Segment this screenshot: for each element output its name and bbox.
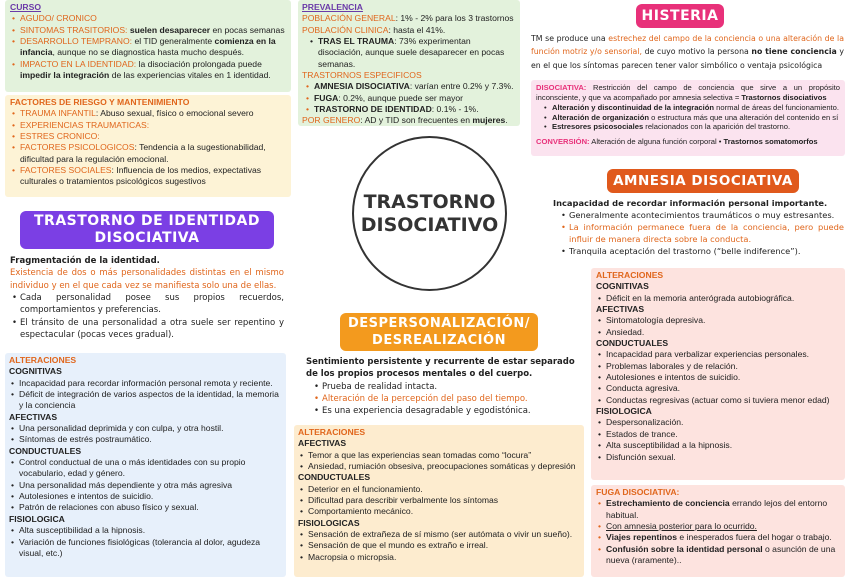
list-item: • Deterior en el funcionamiento. — [298, 484, 580, 495]
list-item: • TRASTORNO DE IDENTIDAD: 0.1% - 1%. — [304, 104, 516, 115]
list-item: • El tránsito de una personalidad a otra suele ser repentino y espectacular (pocas veces gradual). — [10, 317, 284, 342]
prevalencia-box — [298, 0, 520, 126]
factores-box — [5, 95, 291, 197]
list-item: • Macropsia o micropsia. — [298, 552, 580, 563]
list-item: • Variación de funciones fisiológicas (tolerancia al dolor, agudeza visual, etc.) — [9, 537, 282, 560]
section-list — [596, 349, 840, 406]
prev-clinica: POBLACIÓN CLINICA: hasta el 41%. — [302, 24, 446, 35]
list-item: • Ansiedad, rumiación obsesiva, preocupaciones somáticas y depresión — [298, 461, 580, 472]
tid-alteraciones-box — [5, 353, 286, 577]
list-item: • AGUDO/ CRONICO — [10, 13, 286, 24]
section-list — [9, 423, 282, 446]
fuga-list — [596, 498, 840, 566]
list-item: • Alteración de la percepción del paso del tiempo. — [312, 393, 576, 405]
list-item: • Disfunción sexual. — [596, 452, 840, 463]
list-item: • Alteración de organización o estructura más que una alteración del contenido en sí — [542, 113, 840, 123]
tid-list — [10, 292, 284, 341]
list-item: • SINTOMAS TRASITORIOS: suelen desaparecer en pocas semanas — [10, 25, 286, 36]
list-item: • La información permanece fuera de la conciencia, pero puede influir de manera directa sobre la conducta. — [559, 221, 844, 245]
desp-title-line2: DESREALIZACIÓN — [372, 333, 506, 348]
amnesia-list — [553, 209, 844, 257]
section-heading: CONDUCTUALES — [596, 338, 669, 349]
list-item: • TRAUMA INFANTIL: Abuso sexual, físico o emocional severo — [10, 108, 286, 119]
tid-title-line2: DISOCIATIVA — [94, 230, 200, 246]
list-item: • Sensación de que el mundo es extraño e irreal. — [298, 540, 580, 551]
tid-orange: Existencia de dos o más personalidades distintas en el mismo individuo y en el que cada vez se manifiesta solo una de ellas. — [10, 268, 284, 291]
list-item: • Conducta agresiva. — [596, 383, 840, 394]
center-title-line2: DISOCIATIVO — [360, 213, 499, 236]
list-item: • Dificultad para describir verbalmente los síntomas — [298, 495, 580, 506]
section-heading: COGNITIVAS — [596, 281, 649, 292]
list-item: • Temor a que las experiencias sean tomadas como “locura” — [298, 450, 580, 461]
list-item: • TRAS EL TRAUMA: 73% experimentan disociación, aunque suele desaparecer en pocas semanas. — [308, 36, 516, 70]
list-item: • Estresores psicosociales relacionados con la aparición del trastorno. — [542, 122, 840, 132]
section-list — [9, 457, 282, 514]
curso-list — [10, 13, 286, 81]
section-list — [596, 293, 840, 304]
section-heading: AFECTIVAS — [596, 304, 645, 315]
list-item: • Confusión sobre la identidad personal o asunción de una nueva (raramente).. — [596, 544, 840, 567]
section-heading: CONDUCTUALES — [9, 445, 82, 456]
tid-alt-title: ALTERACIONES — [9, 355, 77, 365]
list-item: • Alteración y discontinuidad de la integración normal de áreas del funcionamiento. — [542, 103, 840, 113]
conversion-def: CONVERSIÓN: Alteración de alguna función corporal • Trastornos somatomorfos — [536, 137, 818, 147]
list-item: • Autolesiones e intentos de suicidio. — [596, 372, 840, 383]
list-item: • Déficit en la memoria anterógrada autobiográfica. — [596, 293, 840, 304]
list-item: • Con amnesia posterior para lo ocurrido. — [596, 521, 840, 532]
desp-title — [340, 313, 538, 351]
amnesia-lead: Incapacidad de recordar información personal importante. — [553, 198, 828, 208]
desp-lead: Sentimiento persistente y recurrente de estar separado de los propios procesos mentales o del cuerpo. — [306, 357, 575, 380]
section-heading: FISIOLOGICA — [9, 513, 65, 524]
fuga-box — [591, 485, 845, 577]
list-item: • Viajes repentinos e inesperados fuera del hogar o trabajo. — [596, 532, 840, 543]
prev-general: POBLACIÓN GENERAL: 1% - 2% para los 3 trastornos — [302, 13, 514, 24]
section-list — [9, 378, 282, 412]
list-item: • Incapacidad para recordar información personal remota y reciente. — [9, 378, 282, 389]
list-item: • Tranquila aceptación del trastorno (“belle indiference”). — [559, 245, 844, 257]
list-item: • Alta susceptibilidad a la hipnosis. — [596, 440, 840, 451]
histeria-text: TM se produce una estrechez del campo de la conciencia o una alteración de la función motriz y/o sensorial, de cuyo motivo la persona no tiene conciencia y en el que los síntomas parecen tener valor simbólico o ventaja psicológica — [531, 34, 845, 70]
section-heading: FISIOLOGICA — [596, 406, 652, 417]
desp-title-line1: DESPERSONALIZACIÓN/ — [348, 316, 530, 331]
disoc-list — [536, 103, 840, 133]
list-item: • IMPACTO EN LA IDENTIDAD: la disociación prolongada puede impedir la integración de las experiencias vitales en 1 identidad. — [10, 59, 286, 82]
section-list — [596, 417, 840, 462]
list-item: • DESARROLLO TEMPRANO: el TID generalmente comienza en la infancia, aunque no se diagnostica hasta mucho después. — [10, 36, 286, 59]
section-heading: AFECTIVAS — [298, 438, 347, 449]
list-item: • Estados de trance. — [596, 429, 840, 440]
tid-lead: Fragmentación de la identidad. — [10, 256, 160, 266]
desp-list — [306, 381, 576, 418]
section-heading: AFECTIVAS — [9, 411, 58, 422]
section-list — [298, 484, 580, 518]
section-heading: COGNITIVAS — [9, 366, 62, 377]
section-heading: FISIOLOGICAS — [298, 517, 360, 528]
disoc-def: DISOCIATIVA: Restricción del campo de conciencia que sirve a un propósito inconsciente, y que va acompañado por amnesia selectiva = Trastornos disociativos — [536, 83, 840, 102]
disociativa-box — [531, 80, 845, 156]
amnesia-text — [553, 197, 844, 257]
list-item: • FUGA: 0.2%, aunque puede ser mayor — [304, 93, 516, 104]
list-item: • Problemas laborales y de relación. — [596, 361, 840, 372]
prevalencia-title: PREVALENCIA — [302, 2, 363, 12]
list-item: • Generalmente acontecimientos traumáticos o muy estresantes. — [559, 209, 844, 221]
list-item: • ESTRES CRONICO: — [10, 131, 286, 142]
list-item: • Sensación de extrañeza de sí mismo (ser autómata o vivir un sueño). — [298, 529, 580, 540]
list-item: • Síntomas de estrés postraumático. — [9, 434, 282, 445]
list-item: • Despersonalización. — [596, 417, 840, 428]
tid-title — [20, 211, 274, 249]
list-item: • Conductas regresivas (actuar como si tuviera menor edad) — [596, 395, 840, 406]
list-item: • EXPERIENCIAS TRAUMATICAS: — [10, 120, 286, 131]
list-item: • Déficit de integración de varios aspectos de la identidad, la memoria y la conciencia — [9, 389, 282, 412]
section-list — [596, 315, 840, 338]
tid-title-line1: TRASTORNO DE IDENTIDAD — [34, 213, 260, 229]
amnesia-alteraciones-box — [591, 268, 845, 480]
list-item: • Una personalidad más dependiente y otra más agresiva — [9, 480, 282, 491]
list-item: • Alta susceptibilidad a la hipnosis. — [9, 525, 282, 536]
section-heading: CONDUCTUALES — [298, 472, 371, 483]
list-item: • Comportamiento mecánico. — [298, 506, 580, 517]
list-item: • Prueba de realidad intacta. — [312, 381, 576, 393]
amn-alt-title: ALTERACIONES — [596, 270, 664, 280]
list-item: • Una personalidad deprimida y con culpa, y otra hostil. — [9, 423, 282, 434]
fuga-title: FUGA DISOCIATIVA: — [596, 487, 680, 497]
curso-box — [5, 0, 291, 92]
center-title-line1: TRASTORNO — [363, 190, 496, 213]
prev-especificos-list — [302, 81, 516, 115]
list-item: • FACTORES PSICOLOGICOS: Tendencia a la sugestionabilidad, dificultad para la regulación emocional. — [10, 142, 286, 165]
list-item: • Sintomatología depresiva. — [596, 315, 840, 326]
factores-list — [10, 108, 286, 187]
prev-especificos: TRASTORNOS ESPECIFICOS — [302, 70, 422, 81]
amnesia-title: AMNESIA DISOCIATIVA — [607, 169, 799, 193]
list-item: • Es una experiencia desagradable y egodistónica. — [312, 405, 576, 417]
list-item: • Patrón de relaciones con abuso físico y sexual. — [9, 502, 282, 513]
list-item: • Incapacidad para verbalizar experiencias personales. — [596, 349, 840, 360]
list-item: • Ansiedad. — [596, 327, 840, 338]
tid-text — [10, 255, 284, 341]
desp-text — [306, 356, 576, 418]
prev-genero: POR GENERO: AD y TID son frecuentes en mujeres. — [302, 115, 508, 126]
desp-alteraciones-box — [294, 425, 584, 577]
list-item: • AMNESIA DISOCIATIVA: varían entre 0.2% y 7.3%. — [304, 81, 516, 92]
center-circle — [352, 136, 507, 291]
histeria-title: HISTERIA — [636, 4, 724, 28]
list-item: • FACTORES SOCIALES: Influencia de los medios, expectativas culturales o tratamientos psicológicos sugestivos — [10, 165, 286, 188]
section-list — [9, 525, 282, 559]
curso-title: CURSO — [10, 2, 42, 12]
list-item: • Cada personalidad posee sus propios recuerdos, comportamientos y preferencias. — [10, 292, 284, 317]
list-item: • Control conductual de una o más identidades con su propio vocabulario, edad y género. — [9, 457, 282, 480]
section-list — [298, 529, 580, 563]
desp-alt-title: ALTERACIONES — [298, 427, 366, 437]
prev-trauma-list — [302, 36, 516, 70]
list-item: • Autolesiones e intentos de suicidio. — [9, 491, 282, 502]
list-item: • Estrechamiento de conciencia errando lejos del entorno habitual. — [596, 498, 840, 521]
section-list — [298, 450, 580, 473]
factores-title: FACTORES DE RIESGO Y MANTENIMIENTO — [10, 97, 190, 107]
